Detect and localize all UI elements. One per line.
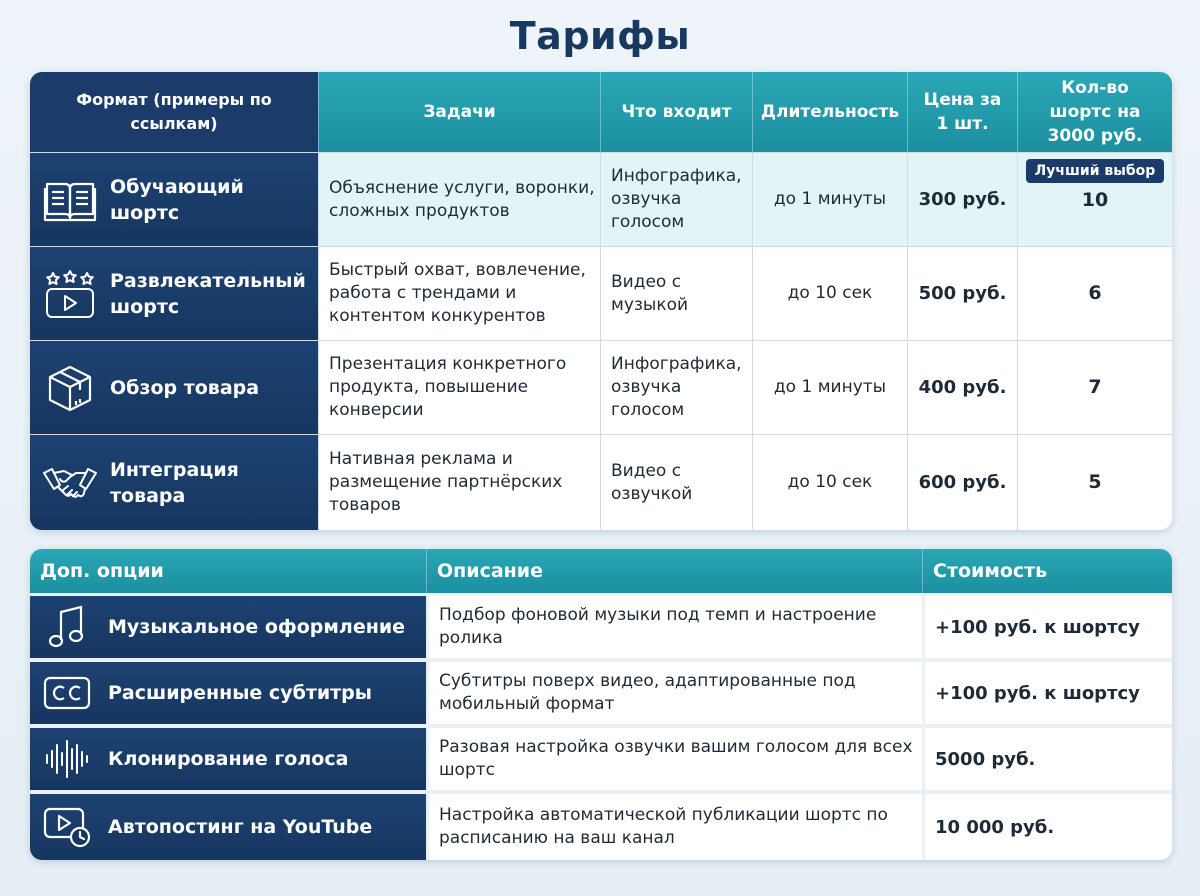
option-row — [30, 596, 1172, 658]
cc-icon — [42, 668, 92, 718]
option-description: Настройка автоматической публикации шортс по расписанию на ваш канал — [429, 794, 922, 860]
table-row — [30, 152, 1172, 246]
header-included: Что входит — [600, 72, 752, 152]
video-stars-icon — [42, 266, 98, 322]
included-cell: Инфографика, озвучка голосом — [600, 341, 752, 434]
option-name-cell[interactable] — [30, 794, 426, 860]
price-cell: 300 руб. — [907, 153, 1017, 246]
format-label: Развлекательный шортс — [110, 269, 306, 318]
best-choice-badge: Лучший выбор — [1026, 159, 1164, 183]
table-row — [30, 434, 1172, 530]
price-cell: 600 руб. — [907, 435, 1017, 530]
header-format: Формат (примеры по ссылкам) — [30, 72, 318, 152]
header-description: Описание — [426, 549, 922, 593]
duration-cell: до 10 сек — [752, 435, 907, 530]
box-icon — [42, 360, 98, 416]
page-title: Тарифы — [509, 14, 691, 58]
header-duration: Длительность — [752, 72, 907, 152]
option-label: Автопостинг на YouTube — [108, 816, 373, 838]
option-name-cell[interactable] — [30, 662, 426, 724]
format-cell[interactable] — [30, 153, 318, 246]
included-cell: Инфографика, озвучка голосом — [600, 153, 752, 246]
header-count: Кол-во шортс на 3000 руб. — [1017, 72, 1172, 152]
price-cell: 500 руб. — [907, 247, 1017, 340]
option-row — [30, 794, 1172, 860]
option-row — [30, 728, 1172, 790]
option-cost: +100 руб. к шортсу — [925, 596, 1172, 658]
option-label: Расширенные субтитры — [108, 682, 372, 704]
tasks-cell: Объяснение услуги, воронки, сложных продуктов — [318, 153, 600, 246]
count-cell: 6 — [1017, 247, 1172, 340]
tasks-cell: Презентация конкретного продукта, повышение конверсии — [318, 341, 600, 434]
option-cost: 10 000 руб. — [925, 794, 1172, 860]
tasks-cell: Нативная реклама и размещение партнёрских товаров — [318, 435, 600, 530]
video-clock-icon — [42, 802, 92, 852]
handshake-icon — [42, 455, 98, 511]
count-cell — [1017, 153, 1172, 246]
header-price: Цена за 1 шт. — [907, 72, 1017, 152]
option-label: Музыкальное оформление — [108, 616, 406, 638]
option-description: Подбор фоновой музыки под темп и настроение ролика — [429, 596, 922, 658]
count-value: 10 — [1081, 189, 1109, 211]
format-cell[interactable] — [30, 341, 318, 434]
option-row — [30, 662, 1172, 724]
book-icon — [42, 172, 98, 228]
format-label: Обзор товара — [110, 376, 260, 399]
count-cell: 5 — [1017, 435, 1172, 530]
duration-cell: до 1 минуты — [752, 341, 907, 434]
format-label: Интеграция товара — [110, 458, 239, 507]
table-row — [30, 246, 1172, 340]
duration-cell: до 1 минуты — [752, 153, 907, 246]
header-tasks: Задачи — [318, 72, 600, 152]
format-cell[interactable] — [30, 435, 318, 530]
option-name-cell[interactable] — [30, 596, 426, 658]
table-header-row — [30, 72, 1172, 152]
options-table — [30, 549, 1172, 860]
tasks-cell: Быстрый охват, вовлечение, работа с трендами и контентом конкурентов — [318, 247, 600, 340]
option-cost: 5000 руб. — [925, 728, 1172, 790]
format-label: Обучающий шортс — [110, 175, 244, 224]
option-description: Разовая настройка озвучки вашим голосом для всех шортс — [429, 728, 922, 790]
option-name-cell[interactable] — [30, 728, 426, 790]
option-label: Клонирование голоса — [108, 748, 349, 770]
options-header-row — [30, 549, 1172, 593]
option-description: Субтитры поверх видео, адаптированные под мобильный формат — [429, 662, 922, 724]
format-cell[interactable] — [30, 247, 318, 340]
waveform-icon — [42, 734, 92, 784]
header-cost: Стоимость — [922, 549, 1172, 593]
header-option: Доп. опции — [40, 560, 164, 582]
included-cell: Видео с музыкой — [600, 247, 752, 340]
music-note-icon — [42, 602, 92, 652]
included-cell: Видео с озвучкой — [600, 435, 752, 530]
table-row — [30, 340, 1172, 434]
tariffs-table — [30, 72, 1172, 530]
count-cell: 7 — [1017, 341, 1172, 434]
price-cell: 400 руб. — [907, 341, 1017, 434]
option-cost: +100 руб. к шортсу — [925, 662, 1172, 724]
duration-cell: до 10 сек — [752, 247, 907, 340]
